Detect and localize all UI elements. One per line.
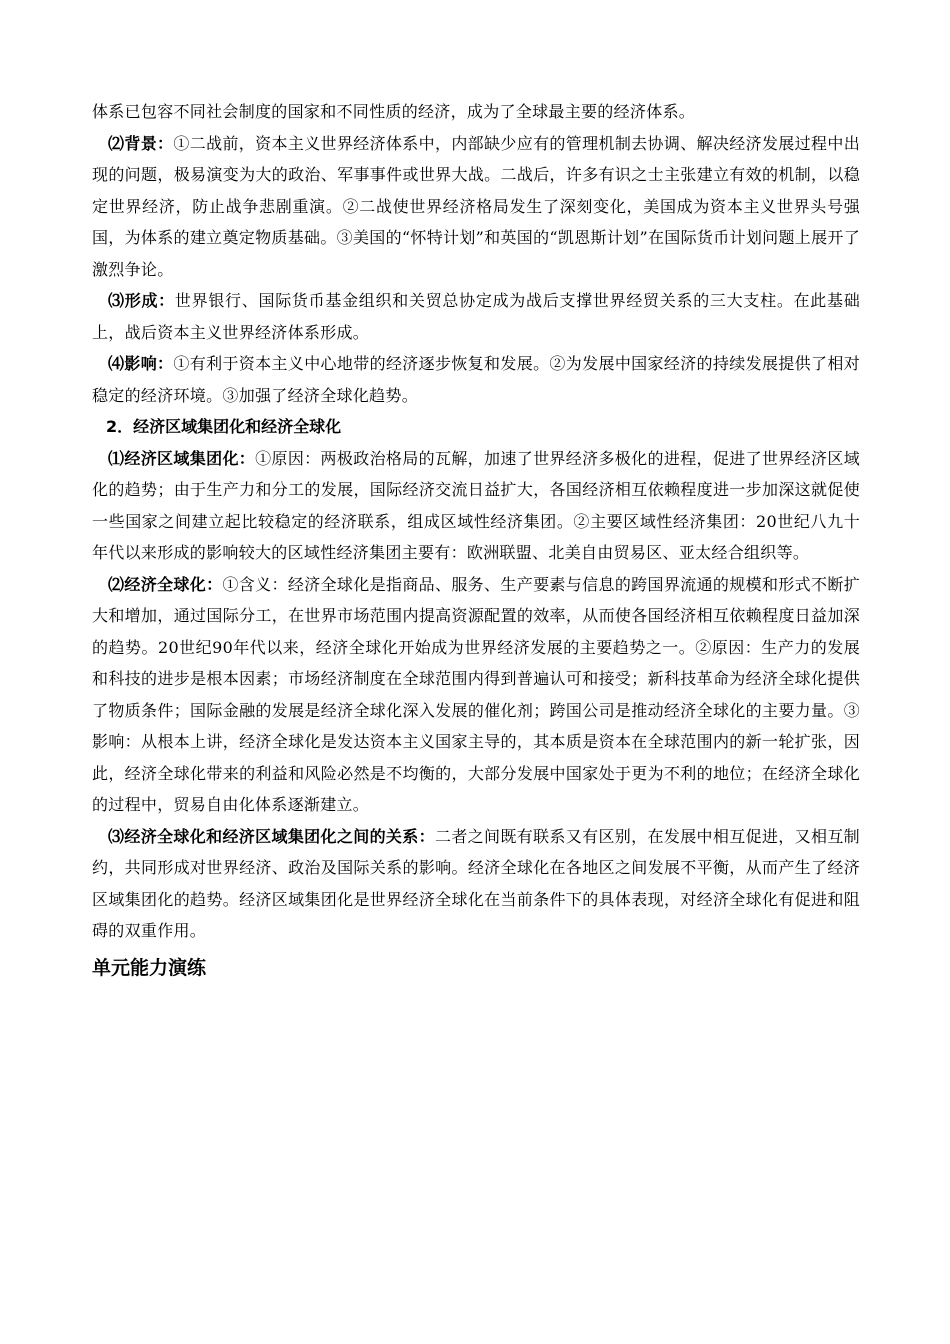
section-title-unit-practice: 单元能力演练: [92, 956, 207, 979]
paragraph-text-background: ①二战前，资本主义世界经济体系中，内部缺少应有的管理机制去协调、解决经济发展过程中出现的问题，极易演变为大的政治、军事事件或世界大战。二战后，许多有识之士主张建立有效的机制，以稳定世界经济，防止战争悲剧重演。②二战使世界经济格局发生了深刻变化，美国成为资本主义世界头号强国，为体系的建立奠定物质基础。③美国的“怀特计划”和英国的“凯恩斯计划”在国际货币计划问题上展开了激烈争论。: [92, 133, 861, 279]
paragraph-lead-regional-grouping: ⑴经济区域集团化：: [108, 448, 256, 468]
paragraph-continuation: 体系已包容不同社会制度的国家和不同性质的经济，成为了全球最主要的经济体系。: [92, 102, 696, 121]
paragraph-lead-relationship: ⑶经济全球化和经济区域集团化之间的关系：: [108, 826, 435, 846]
paragraph-background: [92, 128, 860, 286]
document-page: [92, 96, 860, 985]
heading-economic-regionalization-globalization: 2．经济区域集团化和经济全球化: [106, 417, 342, 436]
paragraph-lead-background: ⑵背景：: [108, 133, 174, 153]
paragraph-impact: [92, 348, 860, 411]
paragraph-lead-impact: ⑷影响：: [108, 354, 174, 373]
paragraph-text-relationship: 二者之间既有联系又有区别，在发展中相互促进，又相互制约，共同形成对世界经济、政治及国际关系的影响。经济全球化在各地区之间发展不平衡，从而产生了经济区域集团化的趋势。经济区域集团化是世界经济全球化在当前条件下的具体表现，对经济全球化有促进和阻碍的双重作用。: [92, 826, 860, 940]
paragraph-globalization: [92, 569, 860, 821]
paragraph-text-regional-grouping: ①原因：两极政治格局的瓦解，加速了世界经济多极化的进程，促进了世界经济区域化的趋势；由于生产力和分工的发展，国际经济交流日益扩大，各国经济相互依赖程度进一步加深这就促使一些国家之间建立起比较稳定的经济联系，组成区域性经济集团。②主要区域性经济集团：20世纪八九十年代以来形成的影响较大的区域性经济集团主要有：欧洲联盟、北美自由贸易区、亚太经合组织等。: [92, 448, 860, 562]
paragraph-text-impact: ①有利于资本主义中心地带的经济逐步恢复和发展。②为发展中国家经济的持续发展提供了相对稳定的经济环境。③加强了经济全球化趋势。: [92, 354, 861, 405]
paragraph-regional-grouping: [92, 443, 860, 569]
paragraph-lead-formation: ⑶形成：: [108, 291, 175, 310]
paragraph-text-globalization: ①含义：经济全球化是指商品、服务、生产要素与信息的跨国界流通的规模和形式不断扩大和增加，通过国际分工，在世界市场范围内提高资源配置的效率，从而使各国经济相互依赖程度日益加深的趋势。20世纪90年代以来，经济全球化开始成为世界经济发展的主要趋势之一。②原因：生产力的发展和科技的进步是根本因素；市场经济制度在全球范围内得到普遍认可和接受；新科技革命为经济全球化提供了物质条件；国际金融的发展是经济全球化深入发展的催化剂；跨国公司是推动经济全球化的主要力量。③影响：从根本上讲，经济全球化是发达资本主义国家主导的，其本质是资本在全球范围内的新一轮扩张，因此，经济全球化带来的利益和风险必然是不均衡的，大部分发展中国家处于更为不利的地位；在经济全球化的过程中，贸易自由化体系逐渐建立。: [92, 574, 861, 814]
paragraph-text-formation: 世界银行、国际货币基金组织和关贸总协定成为战后支撑世界经贸关系的三大支柱。在此基础上，战后资本主义世界经济体系形成。: [92, 291, 860, 342]
paragraph-lead-globalization: ⑵经济全球化：: [108, 574, 223, 594]
paragraph-formation: [92, 285, 860, 348]
paragraph-relationship: [92, 821, 860, 947]
